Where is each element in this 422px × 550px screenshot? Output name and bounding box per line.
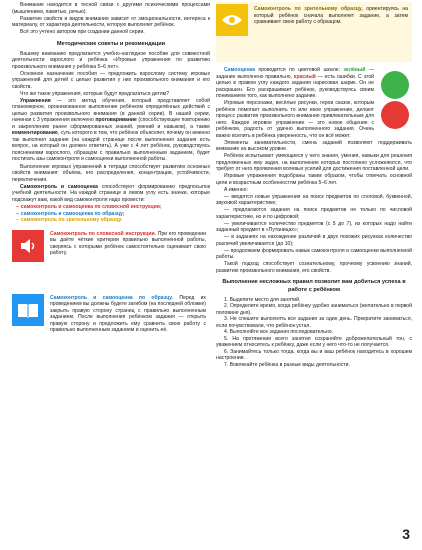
right-paragraph-11: Такой подход способствует сознательному, прочному усвоению знаний, развитию произвольного внимания, его свойств. xyxy=(216,261,412,274)
exercises-term: Упражнения xyxy=(20,97,51,104)
self-evaluation-paragraph: Самооценка проводится по цветовой шкале: зелёный — задание выполнено правильно, красный — есть ошибки. С этой целью в правом углу каждого задания нарисован шарик. Он не раскрашен. Его раскрашивает ребёнок, руководствуясь своим пониманием того, как выполнено задание. xyxy=(216,67,375,100)
right-paragraph-6: — вводятся новые упражнения на поиск предметов по слоговой, буквенной, звуковой характеристике; xyxy=(216,193,412,207)
visual-card-title: Самоконтроль по зрительному образцу, xyxy=(254,6,363,12)
right-paragraph-9: — в заданиях на нахождение различий в двух похожих рисунках количество различий увеличивается (до 10); xyxy=(216,234,412,247)
list-item: 2. Определите время, когда ребёнку удобно заниматься (желательно в первой половине дня). xyxy=(216,303,412,316)
speaker-icon xyxy=(12,230,44,262)
exercises-paragraph xyxy=(12,98,210,163)
right-paragraph-3: Ребёнок испытывает умеющиеся у него знания, умения, навыки для решения предложенных ему задач, на выполнение которых постоянно усложняются, что требует от него проявления волевых усилий для достижения поставленной цели. xyxy=(216,153,412,173)
verbal-instruction-card xyxy=(12,228,210,288)
exercises-more: Выполнение игровых упражнений в тетради способствует развитию основных свойств внимания: объёма, его распределения, концентрации, устойчивости, переключения. xyxy=(12,163,210,183)
methods-paragraph-3: Что же такое упражнения, которые будут предлагаться детям? xyxy=(20,90,169,97)
list-item: – самоконтроль и самооценка по словесной инструкции; xyxy=(16,204,162,211)
page-number: 3 xyxy=(402,526,410,543)
self-control-list xyxy=(12,204,210,224)
verbal-card-title: Самоконтроль по словесной инструкции. xyxy=(50,230,157,237)
exercises-text-2: (способствующее повторению и закреплению ранее сформированных знаний, умений и навыков), а также xyxy=(12,117,211,130)
eye-icon xyxy=(216,4,248,36)
red-word: красный xyxy=(293,73,316,80)
rules-list xyxy=(216,297,412,369)
intro-paragraph-2: Развитие свойств и видов внимания зависит от эмоциональности, интереса к материалу, от характера деятельности, которую выполняет ребёнок. xyxy=(12,15,210,29)
exercises-term-3: комментирование xyxy=(12,130,58,137)
right-paragraph-8: — увеличивается количество предметов (с 5 до 7), из которых надо найти заданный предмет в «Путаницах»; xyxy=(216,220,412,234)
green-balloon-icon xyxy=(381,71,409,99)
sample-card-body: Перед их проведением вы должны будете загибом (на последней обложке) закрыть правую сторону страниц с правильно выполненным заданием. После выполнения ребёнком задания — открыть правую сторону и предложить ему сравнить свою работу с правильно выполненным заданием и оценить её. xyxy=(50,294,206,334)
self-evaluation-block xyxy=(216,67,412,100)
right-paragraph-7: — предлагаются задания на поиск предметов не только по числовой характеристике, но и по цифровой; xyxy=(216,207,412,220)
right-column xyxy=(216,2,412,368)
sample-card xyxy=(12,292,210,352)
list-item: 6. Занимайтесь только тогда, когда вы и ваш ребёнок находитесь в хорошем настроении. xyxy=(216,348,412,362)
rules-heading: Выполнение несложных правил позволит вам добиться успеха в работе с ребёнком xyxy=(222,279,406,293)
intro-paragraph-3: Всё это учтено автором при создании данной серии. xyxy=(20,29,145,36)
list-item: 4. Выполняйте все задания последовательно. xyxy=(224,329,333,336)
methods-paragraph-2: Основное назначение пособия — предложить взрослому систему игровых упражнений для детей с целью развития у них произвольного внимания и его свойств. xyxy=(12,70,210,90)
self-control-term: Самоконтроль и самооценка xyxy=(20,183,98,190)
self-control-paragraph xyxy=(12,184,210,204)
list-item: – самоконтроль и самооценка по образцу; xyxy=(16,210,125,217)
right-paragraph-5: А именно: xyxy=(224,186,248,193)
exercises-text-3: , суть которого в том, что ребёнок объясняет, почему он именно так выполнил задания (на каждой странице после выполнения задания есть вопрос, на который он должен ответить). А уже с 4 лет ребёнок, руководствуясь пояснениями взрослого, образцом с правильно выполненным заданием, будет постигать азы самоконтроля и самооценки выполненной работы. xyxy=(12,130,210,163)
right-paragraph-1: Игровые персонажи, весёлые рисунки, герои сказок, которым ребёнок помогает выполнить то или иное упражнение, делают процесс развития произвольного внимания привлекательным для него. Каждое игровое упражнение — это новое общение с ребёнком, радость от удачно выполненного задания. Очень важно вселить в ребёнка уверенность, что он всё может. xyxy=(216,100,374,139)
self-evaluation-title: Самооценка xyxy=(224,67,255,73)
self-control-text: способствуют формированию предпосылок учебной деятельности. На каждой странице в левом углу есть значки, которые подскажут вам, какой вид самоконтроля надо провести: xyxy=(12,183,210,203)
list-item: – самоконтроль по зрительному образцу. xyxy=(16,217,123,224)
list-item: 5. На протяжении всего занятия сохраняйте доброжелательный тон, с уважением относитесь к ребёнку, даже если у него что-то не получается. xyxy=(216,335,412,349)
visual-sample-card xyxy=(216,2,412,62)
right-paragraph-10: — продолжаем формировать навык самоконтроля и самооценки выполненной работы. xyxy=(216,247,412,261)
verbal-card-body: При его проведении вы даёте чёткие критерии правильно выполненной работы, сверяясь с которыми ребёнок самостоятельно оценивает свою работу. xyxy=(50,230,206,257)
methods-heading: Методические советы и рекомендации xyxy=(56,40,166,47)
left-column xyxy=(12,2,210,352)
color-scale xyxy=(378,69,412,131)
sample-card-title: Самоконтроль и самооценка по образцу. xyxy=(50,294,174,301)
green-word: зелёный xyxy=(343,67,366,73)
intro-paragraph-1: Внимание находится в тесной связи с другими психическими процессами (мышлением, памятью, речью). xyxy=(12,2,210,15)
list-item: 7. Вовлекайте ребёнка в разные виды деятельности. xyxy=(224,361,350,368)
right-paragraph-2: Элементы занимательности, смена заданий позволяют поддерживать внимание на высоком уровне. xyxy=(216,139,412,153)
list-item: 1. Выделите место для занятий. xyxy=(224,296,301,303)
visual-card-body: ориентируясь на который ребёнок сначала выполняет задание, а затем сравнивает свою работу с образцом. xyxy=(254,6,408,26)
list-item: 3. Не спешите выполнять все задания за один день. Прекратите заниматься, если почувствовали, что ребёнок устал. xyxy=(216,316,412,329)
exercises-term-2: проговаривание xyxy=(95,117,137,124)
red-balloon-icon xyxy=(381,101,409,129)
right-paragraph-4: Игровые упражнения подобраны таким образом, чтобы отвечать основной цели и возрастным особенностям ребёнка 5–6 лет. xyxy=(216,173,412,186)
book-icon xyxy=(12,294,44,326)
methods-paragraph-1: Вашему вниманию предлагается учебно-наглядное пособие для совместной деятельности взрослого и ребёнка «Игровые упражнения по развитию произвольного внимания у ребёнка 5–6 лет». xyxy=(12,50,210,70)
exercises-text: — это метод обучения, который представляет собой планомерное, организованное выполнение ребёнком определённых действий с целью развития произвольного внимания (в данной серии). В нашей серии, начиная с 3 упражнения включено xyxy=(12,97,210,124)
